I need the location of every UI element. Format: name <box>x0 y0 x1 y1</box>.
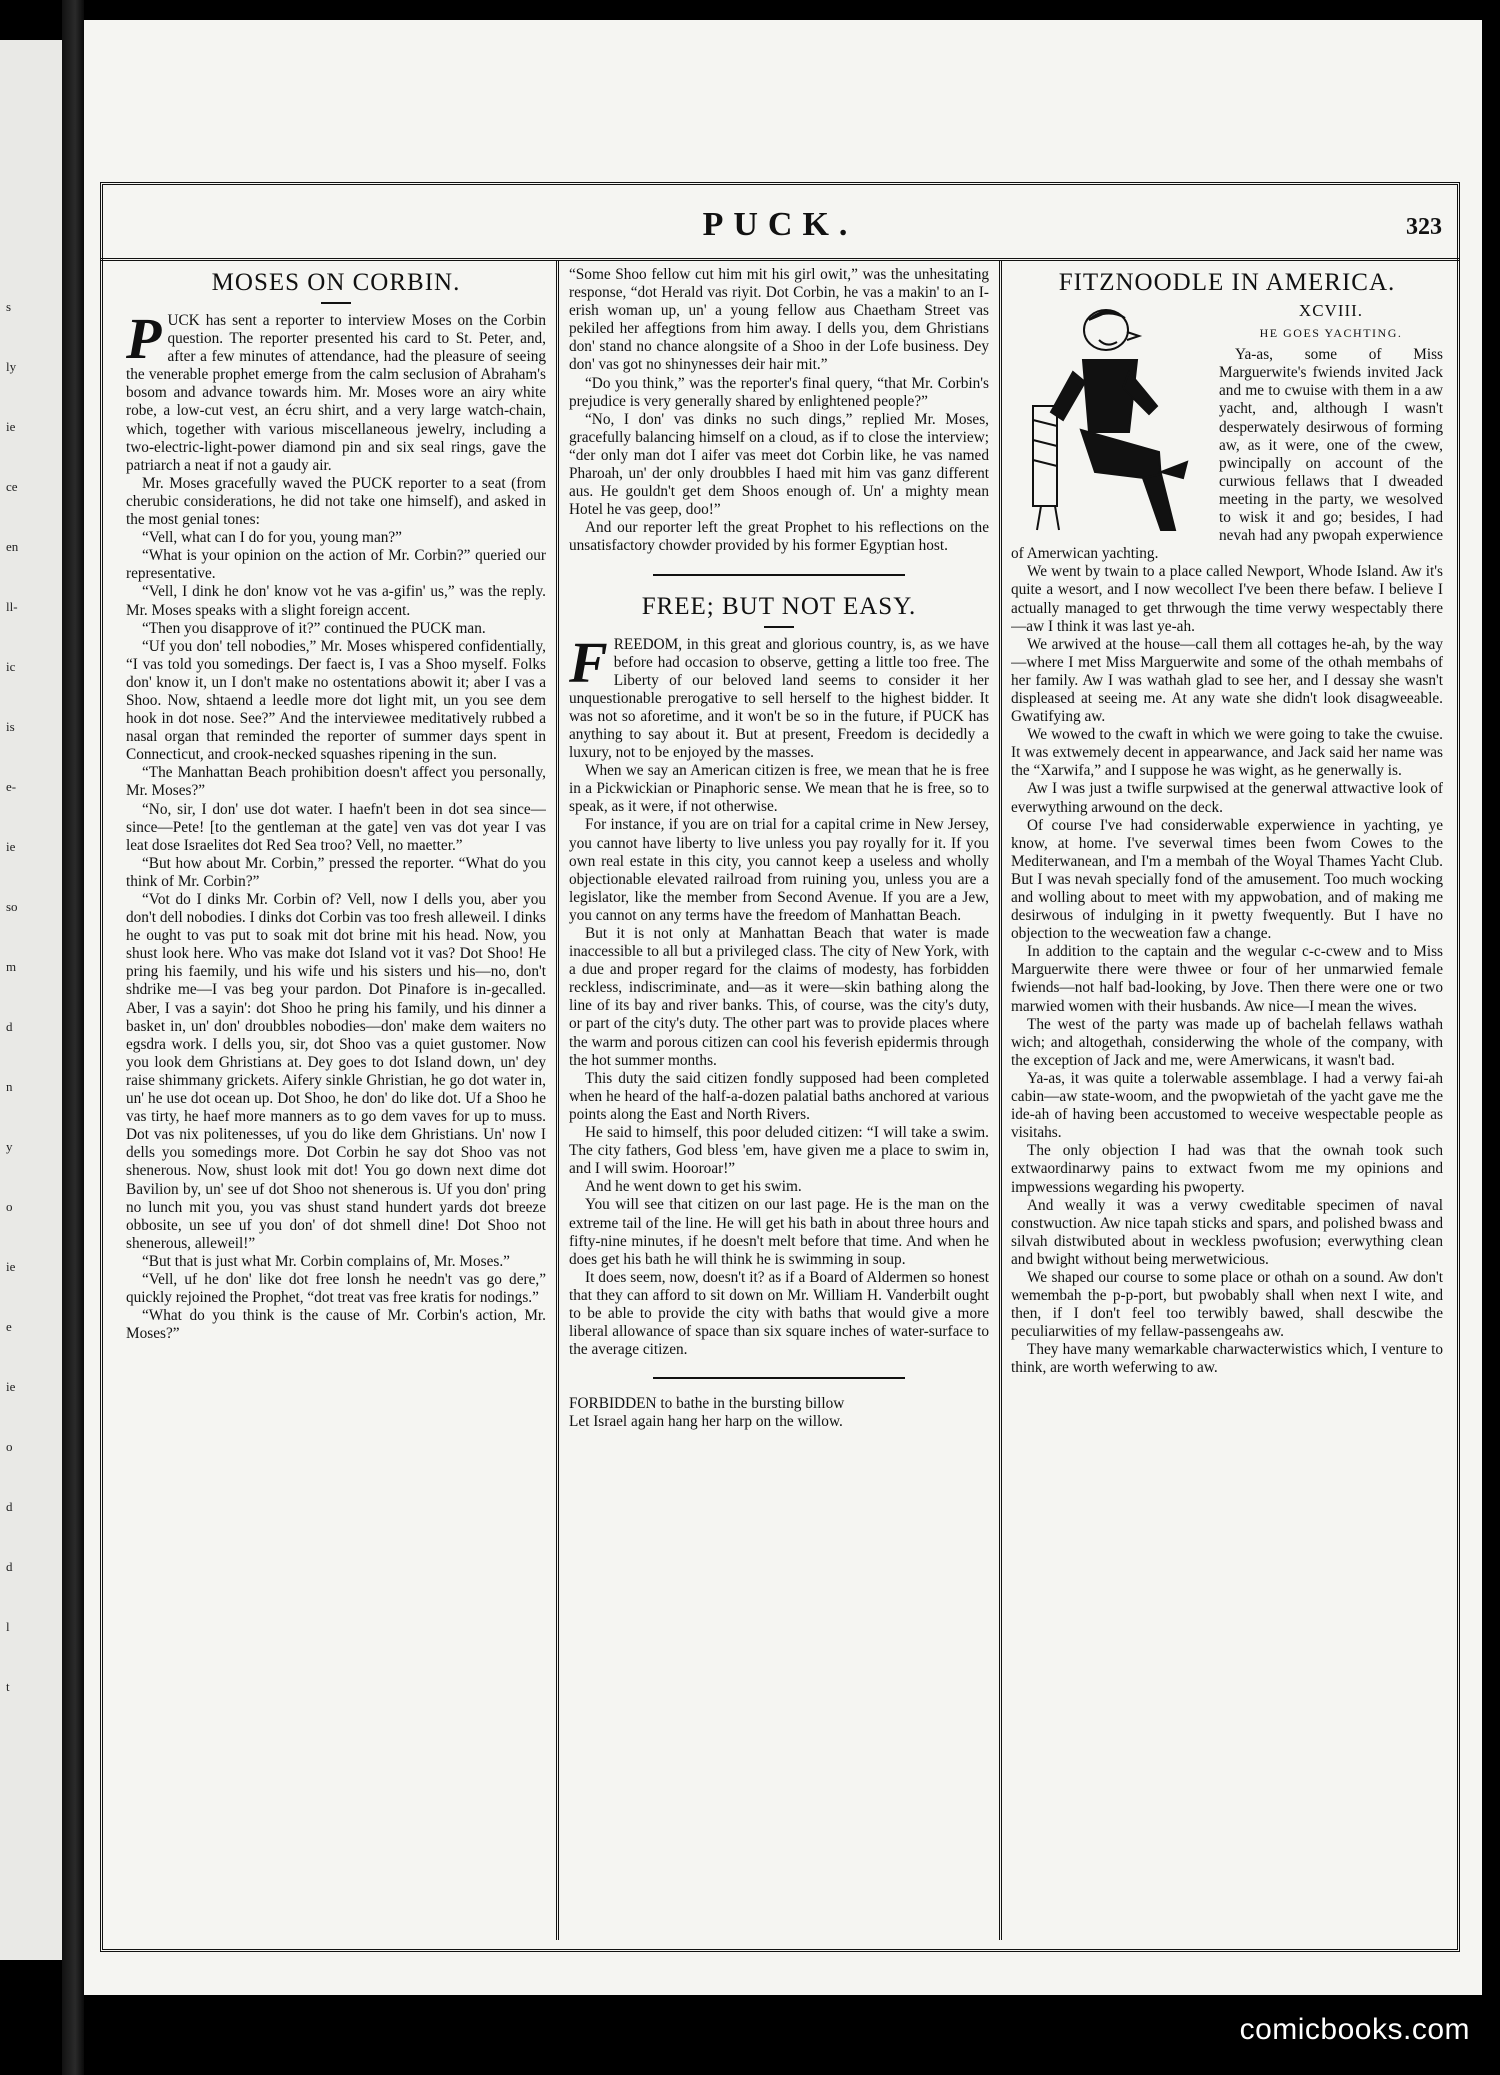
adjacent-text-fragment: d <box>6 1559 13 1574</box>
paragraph-text: But it is not only at Manhattan Beach that water is made inaccessible to all but a privileged class. The city of New York, with a due and proper regard for the claims of modesty, has forbidden reckless, indiscriminate, and—as it were—skin bathing along the line of its bay and river banks. This, of course, was the city's duty, or part of the city's duty. The other part was to provide places where the warm and porous citizen can cool his feverish epidermis through the hot summer months. <box>569 925 989 1069</box>
adjacent-text-fragment: d <box>6 1499 13 1514</box>
adjacent-text-fragment: so <box>6 899 18 914</box>
article-title-fitznoodle: FITZNOODLE IN AMERICA. <box>1058 269 1396 296</box>
paragraph-text: Let Israel again hang her harp on the willow. <box>569 1413 843 1431</box>
paragraph <box>569 1269 989 1359</box>
paragraph <box>569 1395 989 1413</box>
paragraph-text: Mr. Moses gracefully waved the PUCK reporter to a seat (from cherubic considerations, he did not take one himself), and asked in the most genial tones: <box>126 474 546 529</box>
paragraph-text: In addition to the captain and the wegular c-c-cwew and to Miss Marguerwite there were thwee or four of her unmarwied female fwiends—not half bad-looking, by Jove. Then there were one or two marwied women with their husbands. Aw nice—I mean the wives. <box>1011 943 1443 1015</box>
adjacent-text-fragment: l <box>6 1619 10 1634</box>
adjacent-text-fragment: n <box>6 1079 13 1094</box>
adjacent-text-fragment: ie <box>6 1259 16 1274</box>
paragraph <box>569 816 989 925</box>
adjacent-text-fragment: ly <box>6 359 17 374</box>
adjacent-text-fragment: o <box>6 1439 13 1454</box>
paragraph-text: This duty the said citizen fondly supposed had been completed when he heard of the half-a-dozen palatial baths anchored at various points along the East and North Rivers. <box>569 1069 989 1123</box>
paragraph-text: The only objection I had was that the ownah took such extwaordinarwy pains to extwact fwom me my opinions and impwessions wegarding his pwoperty. <box>1011 1142 1443 1196</box>
paragraph-text: “What is your opinion on the action of Mr. Corbin?” queried our representative. <box>126 547 546 583</box>
paragraph-text: And he went down to get his swim. <box>585 1178 802 1196</box>
paragraph-text: “Do you think,” was the reporter's final query, “that Mr. Corbin's prejudice is very generally shared by enlightened people?” <box>569 374 989 410</box>
paragraph <box>569 266 989 375</box>
title-dash <box>321 302 351 304</box>
paragraph <box>126 306 546 475</box>
paragraph <box>1011 943 1443 1015</box>
installment-subtitle: HE GOES YACHTING. <box>1259 326 1403 341</box>
installment-number: XCVIII. <box>1298 301 1364 320</box>
paragraph <box>569 1124 989 1178</box>
drop-cap: F <box>569 629 608 695</box>
paragraph-text: We wowed to the cwaft in which we were going to take the cwuise. It was extwemely decent in appearwance, and Jack said her name was the “Xarwifa,” and I suppose he was wight, as he generwally is. <box>1011 726 1443 780</box>
paragraph-text: “Some Shoo fellow cut him mit his girl owit,” was the unhesitating response, “dot Herald vas riyit. Dot Corbin, he vas a makin' to an I-erish woman up, un' a young fellow aus Chaetham Street vas pekiled her affegtions from him away. I dells you, dem Ghristians don' stand no chance alongsite of a Shoo in der Lofe business. Dey don' vas got no shinynesses deir hair mit.” <box>569 266 989 374</box>
binding-gutter <box>62 0 84 2075</box>
adjacent-text-fragment: o <box>6 1199 13 1214</box>
paragraph-text: When we say an American citizen is free, we mean that he is free in a Pickwickian or Pinaphoric sense. We mean that he is free, so to speak, as it were, if not otherwise. <box>569 762 989 816</box>
paragraph <box>1011 780 1443 816</box>
paragraph-text: “Vot do I dinks Mr. Corbin of? Vell, now I dells you, aber you don't dell nobodies. I dinks dot Corbin vas too fresh alleweil. I dinks he ought to vas put to soak mit dot brine mit his head. Now, you shust look here. Who vas make dot Island vot it vas? Dot Shoo! He pring his faemily, und his wife und his sisters und his—no, don't shdrike me—I vas beg your pardon. Dot Pinafore is in-gecalled. Aber, I vas a sayin': dot Shoo he pring his family, und his dinner a basket in, un' don' droubbles nobodies—don' make dem waiters no egsdra work. I dells you, sir, dot Shoo vas a quiet gustomer. Now you look dem Ghristians at. Dey goes to dot Island down, un' dey raise shimmany grickets. Aifery sinkle Ghristian, he go dot water in, un' he use dot ocean up. Dot Shoo, he don' do like dot. Uf a Shoo he vas tirty, he haef more manners as to go dem vaves for up to muss. Dot vas nix politenesses, uf you do like dem Ghristians. Un' now I dells you somedings more. Dot Corbin he say dot Shoo vas not shenerous. Now, shust look mit dot! You go down next dime dot Bavilion by, un' see uf dot Shoo not shenerous is. Uf you don' pring no lunch mit you, you vas shust stand hundert yards dot breeze obbosite, un see uf you don' of dot shmell dine! Dot Shoo not shenerous, alleweil!” <box>126 891 546 1252</box>
magazine-page <box>84 20 1482 1995</box>
paragraph-text: “But that is just what Mr. Corbin complains of, Mr. Moses.” <box>142 1252 510 1270</box>
verse-couplet <box>569 1395 989 1431</box>
paragraph-text: “Vell, I dink he don' know vot he vas a-gifin' us,” was the reply. Mr. Moses speaks with a slight foreign accent. <box>126 583 546 619</box>
paragraph <box>126 475 546 529</box>
masthead-title: PUCK. <box>702 206 858 243</box>
paragraph <box>569 1196 989 1268</box>
article-separator <box>653 574 905 576</box>
paragraph <box>1011 1070 1443 1142</box>
column-middle <box>569 266 989 1936</box>
paragraph-text: We shaped our course to some place or othah on a sound. Aw don't wemembah the p-p-port, but pwobably shall when next I wite, and then, if I don't feel too terwibly bawed, shall descwibe the peculiarwities of my fellaw-passengeahs aw. <box>1011 1268 1443 1341</box>
adjacent-text-fragment: en <box>6 539 19 554</box>
paragraph <box>569 411 989 520</box>
fitznoodle-illustration <box>1011 302 1211 532</box>
paragraph <box>569 375 989 411</box>
adjacent-text-fragment: s <box>6 299 12 314</box>
adjacent-text-fragment: t <box>6 1679 10 1694</box>
adjacent-text-fragment: ie <box>6 1379 16 1394</box>
article-title-free: FREE; BUT NOT EASY. <box>641 592 917 620</box>
paragraph-text: “Vell, uf he don' like dot free lonsh he needn't vas go dere,” quickly rejoined the Prophet, “dot treat vas free kratis for nodings.” <box>126 1270 546 1307</box>
paragraph <box>569 1070 989 1124</box>
adjacent-text-fragment: m <box>6 959 17 974</box>
paragraph <box>1011 817 1443 944</box>
paragraph-text: “The Manhattan Beach prohibition doesn't affect you personally, Mr. Moses?” <box>126 764 546 800</box>
page-header <box>100 178 1460 258</box>
paragraph <box>569 519 989 555</box>
article-body-free <box>569 629 989 1360</box>
adjacent-text-fragment: y <box>6 1139 13 1154</box>
paragraph <box>1011 1341 1443 1377</box>
paragraph-text: “Then you disapprove of it?” continued the PUCK man. <box>142 619 486 637</box>
paragraph <box>1011 1269 1443 1341</box>
paragraph <box>569 1178 989 1196</box>
adjacent-text-fragment: e <box>6 1319 12 1334</box>
paragraph <box>126 1253 546 1271</box>
adjacent-text-fragment: d <box>6 1019 13 1034</box>
paragraph <box>569 629 989 763</box>
paragraph-text: They have many wemarkable charwacterwistics which, I venture to think, are worth weferwing to aw. <box>1011 1341 1443 1377</box>
paragraph-text: And weally it was a verwy cweditable specimen of naval constwuction. Aw nice tapah sticks and spars, and polished bwass and silvah distwibuted about in weckless pwofusion; everwything clean and bwight without being merwetwicious. <box>1011 1196 1443 1268</box>
paragraph <box>569 762 989 816</box>
paragraph-text: “Uf you don' tell nobodies,” Mr. Moses whispered confidentially, “I vas told you somedings. Der faect is, I vas a Shoo myself. Folks don' know it, un I don't make no ostentations abowit it; aber I vas a Shoo. Now, shtaend a leedle more dot light mit, un you see dem hook in dot nose. See?” And the interviewee meditatively rubbed a nasal organ that reminded the reporter of summer days spent in Connecticut, and crook-necked squashes ripening in the sun. <box>126 637 546 764</box>
paragraph-text: “No, I don' vas dinks no such dings,” replied Mr. Moses, gracefully balancing himself on a cloud, as if to close the interview; “der only man dot I aifer vas meet dot Corbin like, he vas named Pharoah, un' der only droubbles I haed mit him vas ganz different aus. He gouldn't get dem Shoos enough of. Un' a mighty mean Hotel he vas geep, doo!” <box>569 410 989 519</box>
adjacent-text-fragment: ll- <box>6 599 18 614</box>
paragraph <box>126 891 546 1253</box>
paragraph-text: We arwived at the house—call them all cottages he-ah, by the way—where I met Miss Marguerwite and some of the othah membahs of her family. Aw I was wathah glad to see her, and I dessay she wasn't displeased at seeing me. At any wate she didn't look disagweeable. Gwatifying aw. <box>1011 635 1443 726</box>
paragraph <box>569 925 989 1070</box>
paragraph <box>1011 1197 1443 1269</box>
article-title-moses: MOSES ON CORBIN. <box>211 269 461 296</box>
page-number: 323 <box>1406 214 1442 240</box>
paragraph-text: The west of the party was made up of bachelah fellaws wathah wich; and altogethah, considerwing the whole of the company, with the exception of Jack and me, were Amerwicans, it wasn't bad. <box>1011 1015 1443 1069</box>
paragraph <box>126 801 546 855</box>
paragraph-text: For instance, if you are on trial for a capital crime in New Jersey, you cannot have liberty to live unless you pay royally for it. If you own real estate in this city, you cannot keep a useless and wholly objectionable elevated railroad from ruining you, unless you are a legislator, like the member from Second Avenue. If you are a Jew, you cannot on any terms have the freedom of Manhattan Beach. <box>569 816 989 924</box>
paragraph-text: FORBIDDEN to bathe in the bursting billow <box>569 1395 845 1413</box>
paragraph-text: REEDOM, in this great and glorious country, is, as we have before had occasion to observe, getting a little too free. The Liberty of our beloved land seems to consider it her unquestionable prerogative to sell herself to the highest bidder. It was not so aforetime, and it won't be so in the future, if PUCK has anything to say about it. But at present, Freedom is decidedly a luxury, not to be enjoyed by the masses. <box>569 635 989 762</box>
paragraph <box>569 1413 989 1431</box>
paragraph-text: “What do you think is the cause of Mr. Corbin's action, Mr. Moses?” <box>126 1307 546 1343</box>
paragraph-text: He said to himself, this poor deluded citizen: “I will take a swim. The city fathers, God bless 'em, have given me a place to swim in, and I will swim. Hooroar!” <box>569 1124 989 1178</box>
article-body-moses-continued <box>569 266 989 556</box>
paragraph <box>126 547 546 583</box>
paragraph <box>126 1271 546 1307</box>
paragraph <box>1011 563 1443 635</box>
paragraph <box>126 1307 546 1343</box>
paragraph-text: You will see that citizen on our last page. He is the man on the extreme tail of the line. He will get his bath in about three hours and fifty-nine minutes, if he doesn't melt before that time. And when he does get his bath he will think he is swimming in soup. <box>569 1196 989 1268</box>
paragraph-text: Ya-as, it was quite a tolerwable assemblage. I had a verwy fai-ah cabin—aw state-woom, and the pwopwietah of the yacht gave me the ide-ah of having been accustomed to weceive wespectable people as visitahs. <box>1011 1069 1443 1142</box>
paragraph-text: “But how about Mr. Corbin,” pressed the reporter. “What do you think of Mr. Corbin?” <box>126 854 546 890</box>
paragraph-text: It does seem, now, doesn't it? as if a Board of Aldermen so honest that they can afford to sit down on Mr. William H. Vanderbilt ought to be able to provide the city with baths that would give a more liberal allowance of space than six square inches of water-surface to the average citizen. <box>569 1268 989 1359</box>
article-body-moses <box>126 306 546 1343</box>
paragraph <box>126 583 546 619</box>
paragraph <box>126 620 546 638</box>
paragraph-text: Aw I was just a twifle surpwised at the generwal attwactive look of everwything arwound on the deck. <box>1011 780 1443 816</box>
paragraph <box>1011 1016 1443 1070</box>
paragraph-text: “Vell, what can I do for you, young man?” <box>142 529 402 547</box>
gentleman-seated-icon <box>1011 302 1211 532</box>
paragraph-text: We went by twain to a place called Newport, Whode Island. Aw it's quite a wesort, and I now wecollect I've been there befaw. I believe I actually managed to get thrwough the time verwy wespectably there—aw I think it was last ye-ah. <box>1011 563 1443 635</box>
paragraph <box>126 855 546 891</box>
paragraph-text: And our reporter left the great Prophet to his reflections on the unsatisfactory chowder provided by his former Egyptian host. <box>569 519 989 555</box>
paragraph <box>126 638 546 765</box>
paragraph-text: “No, sir, I don' use dot water. I haefn't been in dot sea since—since—Pete! [to the gentleman at the gate] ven vas dot year I vas leat dose Israelites dot Red Sea troo? Vell, no maetter.” <box>126 800 546 854</box>
paragraph-text: UCK has sent a reporter to interview Moses on the Corbin question. The reporter presented his card to St. Peter, and, after a few minutes of attendance, had the pleasure of seeing the venerable prophet emerge from the calm seclusion of Abraham's bosom and advance towards him. Mr. Moses wore an airy white robe, a low-cut vest, an écru shirt, and a very large watch-chain, which, together with various miscellaneous jewelry, including a two-electric-light-power diamond pin and six seal rings, gave the patriarch a neat if not a gaudy air. <box>126 312 546 474</box>
watermark: comicbooks.com <box>1239 2013 1470 2046</box>
header-rule <box>100 258 1460 261</box>
paragraph-text: Ya-as, some of Miss Marguerwite's fwiends invited Jack and me to cwuise with them in a aw yacht, and, although I wasn't desperwately desirwous of forming aw, as it were, one of the cwew, pwincipally on account of the curwious fellaws that I dweaded meeting in the party, we wesolved to wisk it and go; besides, I had nevah had any pwopah experwience of Amerwican yachting. <box>1011 346 1443 563</box>
column-divider <box>999 260 1002 1940</box>
adjacent-text-fragment: ic <box>6 659 16 674</box>
column-left <box>126 266 546 1936</box>
paragraph <box>126 764 546 800</box>
adjacent-text-fragment: ie <box>6 839 16 854</box>
paragraph <box>1011 636 1443 726</box>
article-separator <box>653 1377 905 1379</box>
paragraph <box>126 529 546 547</box>
column-divider <box>556 260 559 1940</box>
title-dash <box>764 626 794 628</box>
paragraph <box>1011 726 1443 780</box>
paragraph <box>1011 1142 1443 1196</box>
adjacent-page-strip <box>0 40 62 1960</box>
drop-cap: P <box>126 306 162 371</box>
adjacent-text-fragment: e- <box>6 779 17 794</box>
adjacent-text-fragment: ie <box>6 419 16 434</box>
column-right <box>1011 266 1443 1936</box>
adjacent-text-fragment: ce <box>6 479 18 494</box>
paragraph-text: Of course I've had considerwable experwience in yachting, ye know, at home. I've severwal times been fwom Cowes to the Mediterwanean, and I'm a membah of the Woyal Thames Yacht Club. But I was nevah specially fond of the amusement. Too much wocking and wolling about to meet with my appwobation, and of making me desirwous of indulging in it pwetty fwequently. But I have no objection to the wecweation faw a change. <box>1011 816 1443 943</box>
adjacent-text-fragment: is <box>6 719 15 734</box>
